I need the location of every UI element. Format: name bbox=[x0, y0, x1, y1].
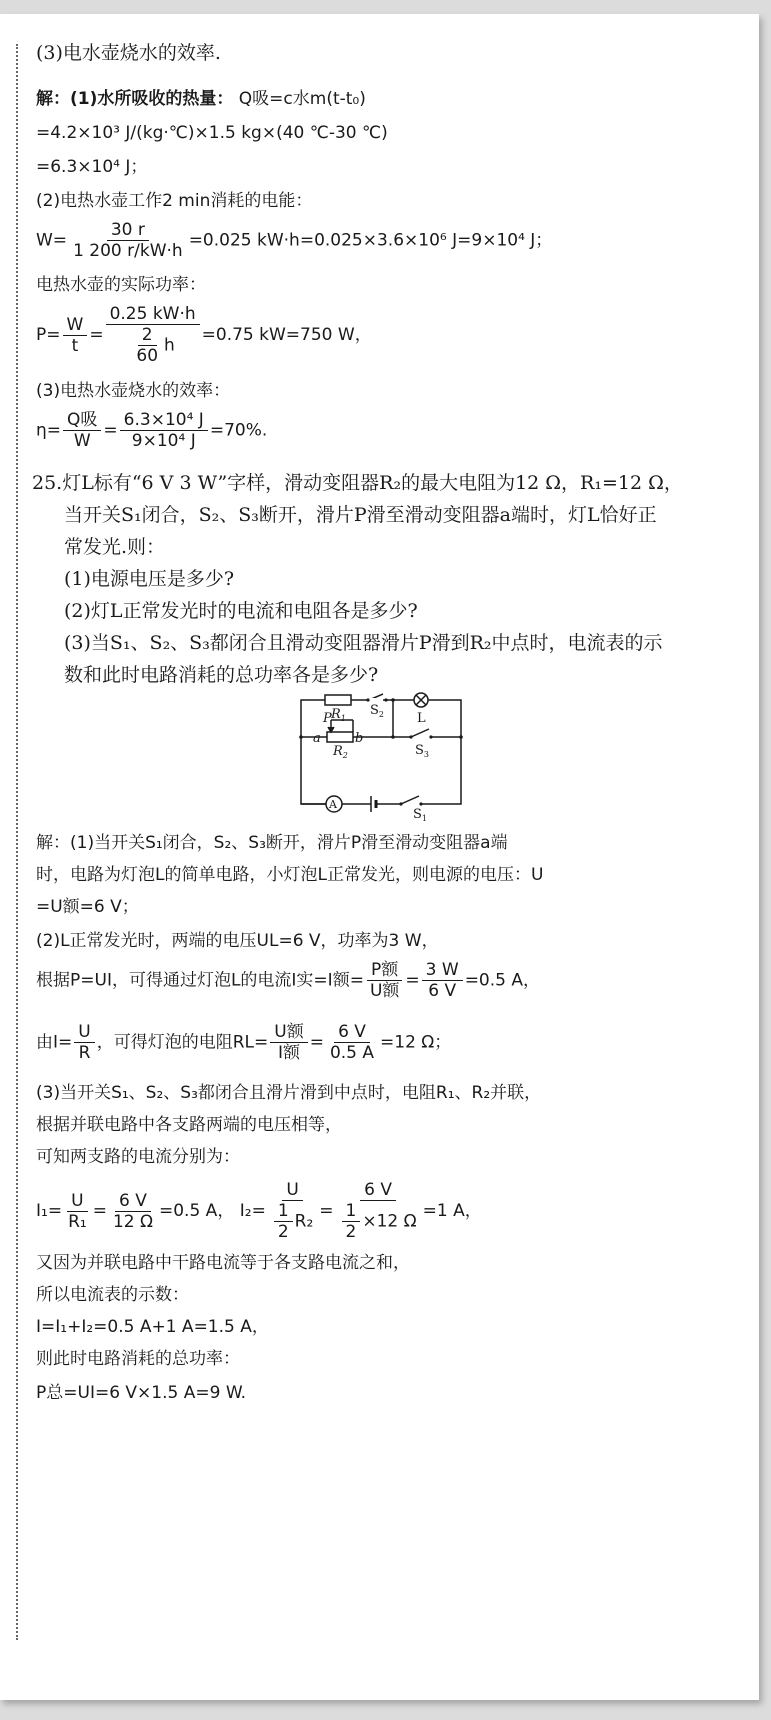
label-r2: $R_2$ bbox=[333, 744, 348, 760]
sol25-l5-frac2 bbox=[422, 960, 463, 1001]
sol25-line14: 则此时电路消耗的总功率： bbox=[36, 1349, 240, 1369]
resistor-r1 bbox=[325, 695, 351, 705]
p-fraction-1 bbox=[63, 315, 88, 356]
label-a: a bbox=[313, 731, 321, 746]
i2-den2-den: 2 bbox=[345, 1222, 357, 1242]
sol24-power-equation bbox=[36, 304, 372, 366]
sol25-line4: (2)L正常发光时，两端的电压UL=6 V，功率为3 W， bbox=[36, 931, 439, 951]
p-lhs: P= bbox=[36, 325, 61, 345]
i2-den2-tail: ×12 Ω bbox=[362, 1211, 417, 1232]
sol25-line7: (3)当开关S₁、S₂、S₃都闭合且滑片滑到中点时，电阻R₁、R₂并联， bbox=[36, 1083, 542, 1103]
sol25-l5-den: U额 bbox=[369, 981, 400, 1001]
sol25-l6-frac3 bbox=[326, 1022, 378, 1063]
eta-lhs: η= bbox=[36, 420, 62, 441]
sol25-l6-den2: I额 bbox=[277, 1043, 300, 1063]
label-r1: $R_1$ bbox=[331, 707, 346, 723]
sol24-line2: =4.2×10³ J/(kg·℃)×1.5 kg×(40 ℃-30 ℃) bbox=[36, 123, 388, 143]
q25-sub1: (1)电源电压是多少? bbox=[64, 568, 235, 590]
sol25-l5-den2: 6 V bbox=[428, 981, 457, 1001]
sol25-l6-num: U bbox=[74, 1022, 94, 1043]
q25-text-1: 灯L标有“6 V 3 W”字样，滑动变阻器R₂的最大电阻为12 Ω，R₁=12 Ω， bbox=[62, 472, 683, 494]
sol25-l6-den: R bbox=[78, 1043, 91, 1063]
sol25-line1: 解：(1)当开关S₁闭合，S₂、S₃断开，滑片P滑至滑动变阻器a端 bbox=[36, 833, 508, 853]
resistor-r2 bbox=[327, 732, 353, 742]
i1-num: U bbox=[67, 1191, 87, 1212]
i1-den: R₁ bbox=[68, 1211, 87, 1232]
sol24-line3: =6.3×10⁴ J； bbox=[36, 157, 148, 177]
sol25-current-equation bbox=[36, 960, 540, 1001]
i2-frac2 bbox=[336, 1180, 421, 1242]
p-rhs: =0.75 kW=750 W， bbox=[201, 325, 372, 345]
p-f2-den-den: 60 bbox=[136, 346, 159, 366]
sol25-l6-frac2 bbox=[270, 1022, 307, 1063]
sol24-line4: (2)电热水壶工作2 min消耗的电能： bbox=[36, 191, 313, 211]
sol25-l5-num2: 3 W bbox=[422, 960, 463, 981]
sol24-energy-equation bbox=[36, 220, 552, 261]
sol25-l5-num: P额 bbox=[367, 960, 402, 981]
sol25-line2: 时，电路为灯泡L的简单电路，小灯泡L正常发光，则电源的电压：U bbox=[36, 865, 544, 885]
i2-den-num: 1 bbox=[274, 1201, 293, 1222]
i1-rhs: =0.5 A， bbox=[159, 1201, 235, 1221]
sol24-line8: (3)电热水壶烧水的效率： bbox=[36, 381, 231, 401]
label-p: P bbox=[323, 711, 332, 726]
sol25-l5-frac1 bbox=[366, 960, 403, 1001]
sol25-l6-num2: U额 bbox=[270, 1022, 307, 1043]
eta-rhs: =70%. bbox=[209, 420, 268, 441]
i2-den-tail: R₂ bbox=[294, 1211, 314, 1232]
sol25-line9: 可知两支路的电流分别为： bbox=[36, 1147, 240, 1167]
sol25-line8: 根据并联电路中各支路两端的电压相等， bbox=[36, 1115, 342, 1135]
p-f2-num: 0.25 kW·h bbox=[106, 304, 200, 325]
label-s1: $S_1$ bbox=[413, 807, 427, 822]
i1-lhs: I₁= bbox=[36, 1201, 63, 1221]
sol24-heat-label: 解：(1)水所吸收的热量： bbox=[36, 89, 234, 109]
p-f2-den-num: 2 bbox=[138, 325, 157, 346]
w-numerator: 30 r bbox=[107, 220, 149, 241]
i1-frac2 bbox=[109, 1191, 157, 1232]
q25-sub2: (2)灯L正常发光时的电流和电阻各是多少? bbox=[64, 600, 418, 622]
sol25-l5-eq: = bbox=[405, 970, 420, 991]
i2-frac1 bbox=[268, 1180, 317, 1242]
i2-den2-frac bbox=[342, 1201, 361, 1242]
p-eq: = bbox=[89, 325, 104, 345]
i2-den bbox=[268, 1201, 317, 1242]
w-fraction bbox=[69, 220, 187, 261]
eta-f2-den: 9×10⁴ J bbox=[131, 431, 196, 451]
sol25-l6-text: 由I= bbox=[36, 1032, 73, 1053]
sol25-branch-currents bbox=[36, 1180, 482, 1242]
w-denominator: 1 200 r/kW·h bbox=[73, 241, 183, 261]
i2-eq: = bbox=[319, 1201, 334, 1221]
q25-line3: 常发光.则： bbox=[64, 536, 166, 558]
sol25-l6-mid: ，可得灯泡的电阻RL= bbox=[96, 1032, 269, 1053]
label-s2: $S_2$ bbox=[370, 703, 384, 719]
binding-cut-line bbox=[16, 44, 18, 1640]
i2-lhs: I₂= bbox=[239, 1201, 266, 1221]
q25-sub3b: 数和此时电路消耗的总功率各是多少? bbox=[64, 664, 379, 686]
w-rhs: =0.025 kW·h=0.025×3.6×10⁶ J=9×10⁴ J； bbox=[188, 230, 553, 251]
i2-den2 bbox=[336, 1201, 421, 1242]
answer-sheet bbox=[0, 14, 759, 1700]
eta-f2-num: 6.3×10⁴ J bbox=[120, 410, 208, 431]
p-f1-num: W bbox=[63, 315, 88, 336]
sol25-line11: 又因为并联电路中干路电流等于各支路电流之和， bbox=[36, 1253, 410, 1273]
sol25-l5-rhs: =0.5 A， bbox=[464, 970, 541, 991]
sol25-line3: =U额=6 V； bbox=[36, 897, 139, 917]
eta-fraction-1 bbox=[63, 410, 101, 451]
sol24-line1 bbox=[36, 86, 366, 112]
label-s3: $S_3$ bbox=[415, 743, 429, 759]
q24-part3-title: (3)电水壶烧水的效率. bbox=[36, 42, 221, 64]
p-f2-den bbox=[126, 325, 178, 366]
sol25-line12: 所以电流表的示数： bbox=[36, 1285, 189, 1305]
circuit-diagram bbox=[291, 692, 471, 822]
q25-sub3a: (3)当S₁、S₂、S₃都闭合且滑动变阻器滑片P滑到R₂中点时，电流表的示 bbox=[64, 632, 663, 654]
sol24-heat-formula: Q吸=c水m(t-t₀) bbox=[238, 89, 366, 109]
i1-den2: 12 Ω bbox=[112, 1211, 153, 1232]
sol24-line6: 电热水壶的实际功率： bbox=[36, 275, 206, 295]
sol25-line15: P总=UI=6 V×1.5 A=9 W. bbox=[36, 1383, 247, 1403]
i1-frac1 bbox=[64, 1191, 91, 1232]
w-lhs: W= bbox=[36, 230, 68, 251]
i2-den-den: 2 bbox=[277, 1222, 289, 1242]
i2-den2-num: 1 bbox=[342, 1201, 361, 1222]
sol24-efficiency-equation: η= $\frac{\text{Q吸}}{W}$ = $\frac{\text{6.3×10⁴ J}}{\text{9×10⁴ J}}$ =70%. bbox=[36, 410, 268, 451]
sol25-resistance-equation bbox=[36, 1022, 451, 1063]
label-ammeter: A bbox=[329, 798, 337, 811]
i1-num2: 6 V bbox=[115, 1191, 151, 1212]
eta-f1-num: Q吸 bbox=[63, 410, 101, 431]
p-f2-den-unit: h bbox=[164, 335, 175, 356]
p-f1-den: t bbox=[71, 335, 79, 356]
eta-fraction-2 bbox=[120, 410, 208, 451]
q25-line1 bbox=[32, 470, 683, 496]
p-f2-den-frac bbox=[132, 325, 162, 366]
sol25-l6-num3: 6 V bbox=[334, 1022, 370, 1043]
i2-num: U bbox=[282, 1180, 302, 1201]
i2-den-frac bbox=[274, 1201, 293, 1242]
i2-rhs: =1 A， bbox=[422, 1201, 482, 1221]
p-fraction-2 bbox=[106, 304, 200, 366]
sol25-l6-den3: 0.5 A bbox=[329, 1043, 375, 1063]
q25-line2: 当开关S₁闭合，S₂、S₃断开，滑片P滑至滑动变阻器a端时，灯L恰好正 bbox=[64, 504, 657, 526]
sol25-l6-frac1 bbox=[74, 1022, 94, 1063]
switch-s3 bbox=[411, 729, 429, 737]
label-b: b bbox=[355, 731, 364, 746]
sol25-l5-text: 根据P=UI，可得通过灯泡L的电流I实=I额= bbox=[36, 970, 364, 991]
sol25-l6-eq: = bbox=[309, 1032, 324, 1053]
eta-f1-den: W bbox=[73, 431, 91, 451]
q25-number: 25. bbox=[32, 472, 63, 494]
i2-num2: 6 V bbox=[360, 1180, 396, 1201]
sol25-l6-rhs: =12 Ω； bbox=[380, 1032, 452, 1053]
label-l: L bbox=[417, 711, 426, 726]
i1-eq: = bbox=[92, 1201, 107, 1221]
sol25-line13: I=I₁+I₂=0.5 A+1 A=1.5 A， bbox=[36, 1317, 269, 1337]
